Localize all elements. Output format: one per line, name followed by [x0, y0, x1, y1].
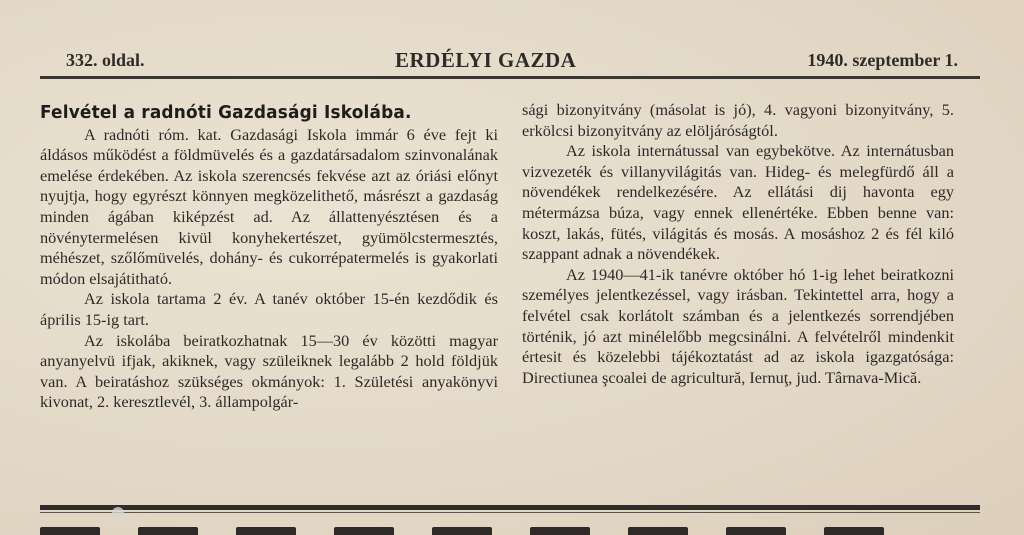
article-column-left	[40, 100, 498, 413]
cropped-glyphs	[138, 527, 198, 535]
article-paragraph: A radnóti róm. kat. Gazdasági Iskola immár 6 éve fejt ki áldásos működést a földmüvelés és a gazdatársadalom szinvonalának emelése érdekében. Az iskola szerencsés fekvése azt az óriási előnyt nyujtja, hogy egyrészt könnyen megközelithető, másrészt a gazdaság minden ágában kiképzést ad. Az állattenyésztésen és a növénytermelésen kivül konyhekertészet, gyümölcstermesztés, méhészet, szőlőmüvelés, dohány- és cukorrépatermelés is gyakorlati módon elsajátitható.	[40, 124, 498, 288]
article-paragraph: Az 1940—41-ik tanévre október hó 1-ig lehet beiratkozni személyes jelentkezéssel, vagy irásban. Tekintettel arra, hogy a felvétel csak korlátolt számban és a jelentkezés sorrendjében történik, jó azt minélelőbb megcsinálni. A felvételről mindenkit értesit és közelebbi tájékoztatást ad az iskola igazgatósága: Directiunea şcoalei de agricultură, Iernuţ, jud. Târnava-Mică.	[522, 264, 954, 387]
section-rule-thin	[40, 512, 980, 513]
cropped-glyphs	[726, 527, 786, 535]
cropped-glyphs	[334, 527, 394, 535]
cropped-glyphs	[628, 527, 688, 535]
article-paragraph: Az iskola internátussal van egybekötve. Az internátusban vizvezeték és villanyvilágitás van. Hideg- és melegfürdő áll a növendékek rendelkezésére. Az ellátási dij havonta egy métermázsa búza, vagy ennek ellenértéke. Ebben benne van: koszt, lakás, fütés, világitás és mosás. A mosáshoz 2 és fél kiló szappant adnak a növendékek.	[522, 141, 954, 264]
cropped-next-headline	[40, 519, 980, 535]
article-paragraph: Az iskolába beiratkozhatnak 15—30 év közötti magyar anyanyelvü ifjak, akiknek, vagy szüleiknek legalább 2 hold földjük van. A beiratáshoz szükséges okmányok: 1. Születési anyakönyvi kivonat, 2. keresztlevél, 3. állampolgár-	[40, 330, 498, 412]
cropped-glyphs	[824, 527, 884, 535]
paper-stain	[112, 507, 124, 519]
article-paragraph: sági bizonyitvány (másolat is jó), 4. vagyoni bizonyitvány, 5. erkölcsi bizonyitvány az elöljáróságtól.	[522, 100, 954, 140]
page-header	[40, 46, 980, 76]
section-rule	[40, 505, 980, 510]
masthead-title: ERDÉLYI GAZDA	[395, 48, 577, 72]
page-number: 332. oldal.	[66, 50, 145, 70]
cropped-glyphs	[432, 527, 492, 535]
article-column-right	[522, 100, 954, 388]
cropped-glyphs	[530, 527, 590, 535]
article-title: Felvétel a radnóti Gazdasági Iskolába.	[40, 102, 412, 123]
article-paragraph: Az iskola tartama 2 év. A tanév október 15-én kezdődik és április 15-ig tart.	[40, 289, 498, 329]
issue-date: 1940. szeptember 1.	[807, 50, 958, 70]
header-rule	[40, 76, 980, 79]
cropped-glyphs	[40, 527, 100, 535]
cropped-glyphs	[236, 527, 296, 535]
